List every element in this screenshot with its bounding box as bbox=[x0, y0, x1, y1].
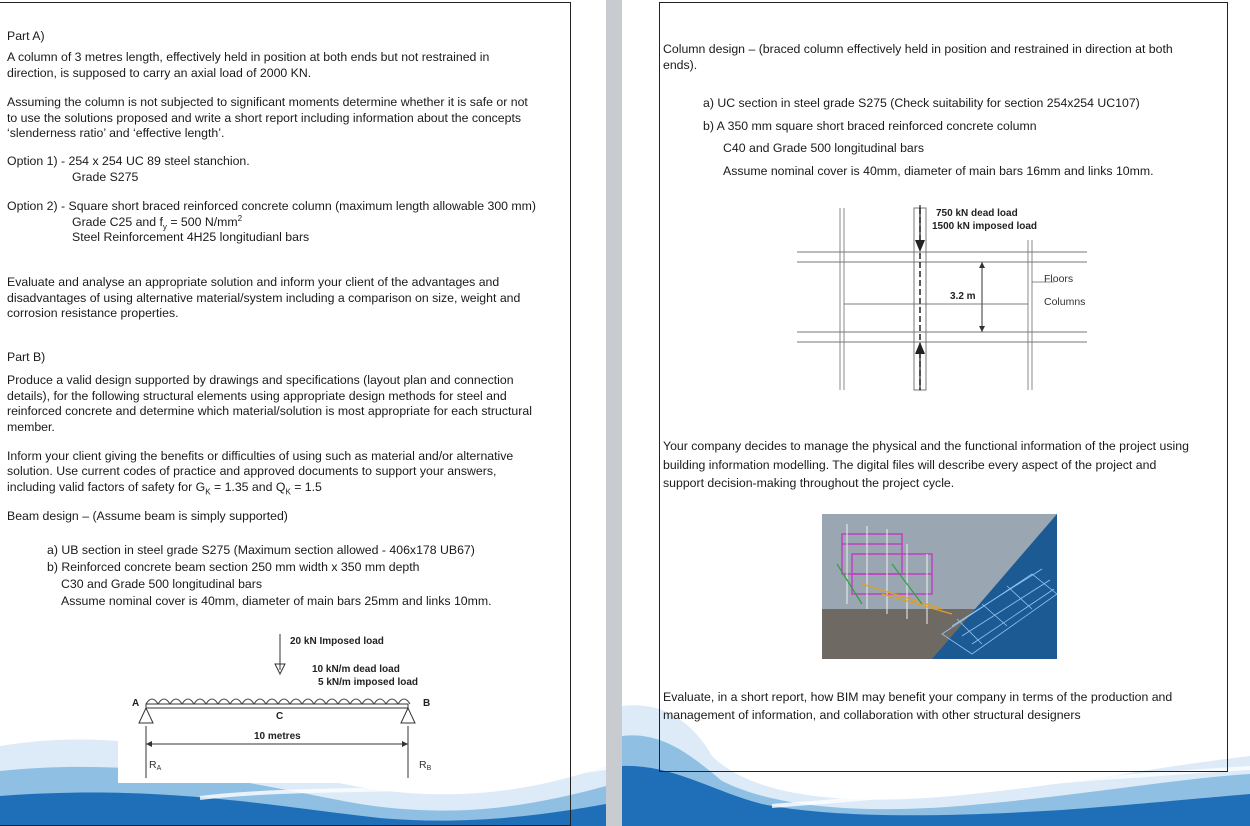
column-design-heading bbox=[663, 41, 1223, 73]
column-dead-load-label: 750 kN dead load bbox=[936, 208, 1018, 219]
midspan-label: C bbox=[276, 711, 284, 722]
part-a-intro-1: A column of 3 metres length, effectively held in position at both ends but not restrained in bbox=[7, 50, 490, 65]
reaction-a-label: RA bbox=[149, 759, 162, 772]
produce-4: member. bbox=[7, 419, 55, 434]
document-page-right bbox=[622, 0, 1250, 826]
support-a-label: A bbox=[132, 698, 140, 709]
evaluate-2: disadvantages of using alternative material/system including a comparison on size, weight and bbox=[7, 290, 521, 305]
beam-option-b-cont: C30 and Grade 500 longitudinal bars bbox=[61, 577, 262, 591]
option2-grade: Grade C25 and $f_y = 500$ $N/mm^2$ bbox=[72, 213, 243, 232]
beam-diagram bbox=[118, 628, 448, 783]
document-page-left bbox=[0, 0, 606, 826]
part-a-section bbox=[7, 29, 567, 322]
beam-options bbox=[47, 542, 567, 610]
beam-cover: Assume nominal cover is 40mm, diameter of main bars 25mm and links 10mm. bbox=[61, 594, 492, 608]
span-label: 10 metres bbox=[254, 731, 301, 742]
column-option-b-cont: C40 and Grade 500 longitudinal bars bbox=[723, 141, 924, 155]
produce-1: Produce a valid design supported by drawings and specifications (layout plan and connection bbox=[7, 373, 514, 388]
column-option-a: a) UC section in steel grade S275 (Check suitability for section 254x254 UC107) bbox=[703, 96, 1140, 110]
evaluate-1: Evaluate and analyse an appropriate solution and inform your client of the advantages and bbox=[7, 275, 500, 290]
evaluate-bim-paragraph bbox=[663, 689, 1233, 724]
column-options bbox=[703, 92, 1223, 182]
produce-2: details), for the following structural elements using appropriate design methods for steel and bbox=[7, 388, 507, 403]
floors-label: Floors bbox=[1044, 273, 1074, 285]
bim-model-image bbox=[822, 514, 1057, 659]
column-diagram bbox=[792, 200, 1092, 395]
column-heading-1: Column design – (braced column effectively held in position and restrained in direction at both bbox=[663, 42, 1173, 56]
part-b-heading: Part B) bbox=[7, 350, 46, 364]
option2-line: Option 2) - Square short braced reinforced concrete column (maximum length allowable 300 mm) bbox=[7, 199, 537, 214]
load-arrow-icon bbox=[915, 240, 925, 252]
bim-line-1: Your company decides to manage the physical and the functional information of the project using bbox=[663, 439, 1189, 453]
produce-3: reinforced concrete and determine which material/solution is most appropriate for each structural bbox=[7, 404, 532, 419]
evaluate-bim-line-1: Evaluate, in a short report, how BIM may benefit your company in terms of the production and bbox=[663, 690, 1173, 704]
bim-line-3: support decision-making throughout the project cycle. bbox=[663, 476, 955, 490]
option2-reinforcement: Steel Reinforcement 4H25 longitudianl bars bbox=[72, 230, 310, 245]
evaluate-bim-line-2: management of information, and collaboration with other structural designers bbox=[663, 707, 1081, 722]
udl-imposed-label: 5 kN/m imposed load bbox=[318, 677, 419, 688]
inform-3: including valid factors of safety for $G_K = 1.35$ and $Q_K = 1.5$ bbox=[7, 479, 322, 497]
columns-label: Columns bbox=[1044, 296, 1086, 308]
part-a-assume-1: Assuming the column is not subjected to significant moments determine whether it is safe or not bbox=[7, 95, 528, 110]
point-load-label: 20 kN Imposed load bbox=[290, 636, 384, 647]
part-a-assume-2: to use the solutions proposed and write a short report including information about the concepts bbox=[7, 110, 522, 125]
udl-dead-label: 10 kN/m dead load bbox=[312, 664, 400, 675]
column-height-label: 3.2 m bbox=[950, 291, 976, 302]
beam-design-heading: Beam design – (Assume beam is simply supported) bbox=[7, 509, 288, 524]
part-a-heading: Part A) bbox=[7, 29, 45, 43]
option1-grade: Grade S275 bbox=[72, 169, 139, 184]
bim-line-2: building information modelling. The digital files will describe every aspect of the project and bbox=[663, 457, 1157, 472]
part-a-assume-3: ‘slenderness ratio’ and ‘effective length’. bbox=[7, 126, 225, 141]
part-a-intro-2: direction, is supposed to carry an axial load of 2000 KN. bbox=[7, 65, 312, 80]
support-b-label: B bbox=[423, 698, 431, 709]
part-b-section bbox=[7, 350, 567, 525]
bim-paragraph bbox=[663, 437, 1233, 493]
inform-1: Inform your client giving the benefits or difficulties of using such as material and/or alternative bbox=[7, 449, 514, 464]
column-heading-2: ends). bbox=[663, 58, 698, 72]
beam bbox=[146, 704, 408, 708]
inform-2: solution. Use current codes of practice and approved documents to support your answers, bbox=[7, 464, 497, 479]
beam-option-a: a) UB section in steel grade S275 (Maximum section allowed - 406x178 UB67) bbox=[47, 543, 475, 557]
page-gutter bbox=[606, 0, 622, 826]
beam-option-b: b) Reinforced concrete beam section 250 mm width x 350 mm depth bbox=[47, 560, 420, 574]
option1-line: Option 1) - 254 x 254 UC 89 steel stanchion. bbox=[7, 154, 250, 169]
column-imposed-load-label: 1500 kN imposed load bbox=[932, 221, 1038, 232]
reaction-b-label: RB bbox=[419, 759, 432, 772]
reaction-arrow-icon bbox=[915, 342, 925, 354]
column-option-b: b) A 350 mm square short braced reinforced concrete column bbox=[703, 118, 1037, 133]
column-cover: Assume nominal cover is 40mm, diameter of main bars 16mm and links 10mm. bbox=[723, 163, 1154, 178]
evaluate-3: corrosion resistance properties. bbox=[7, 306, 179, 321]
